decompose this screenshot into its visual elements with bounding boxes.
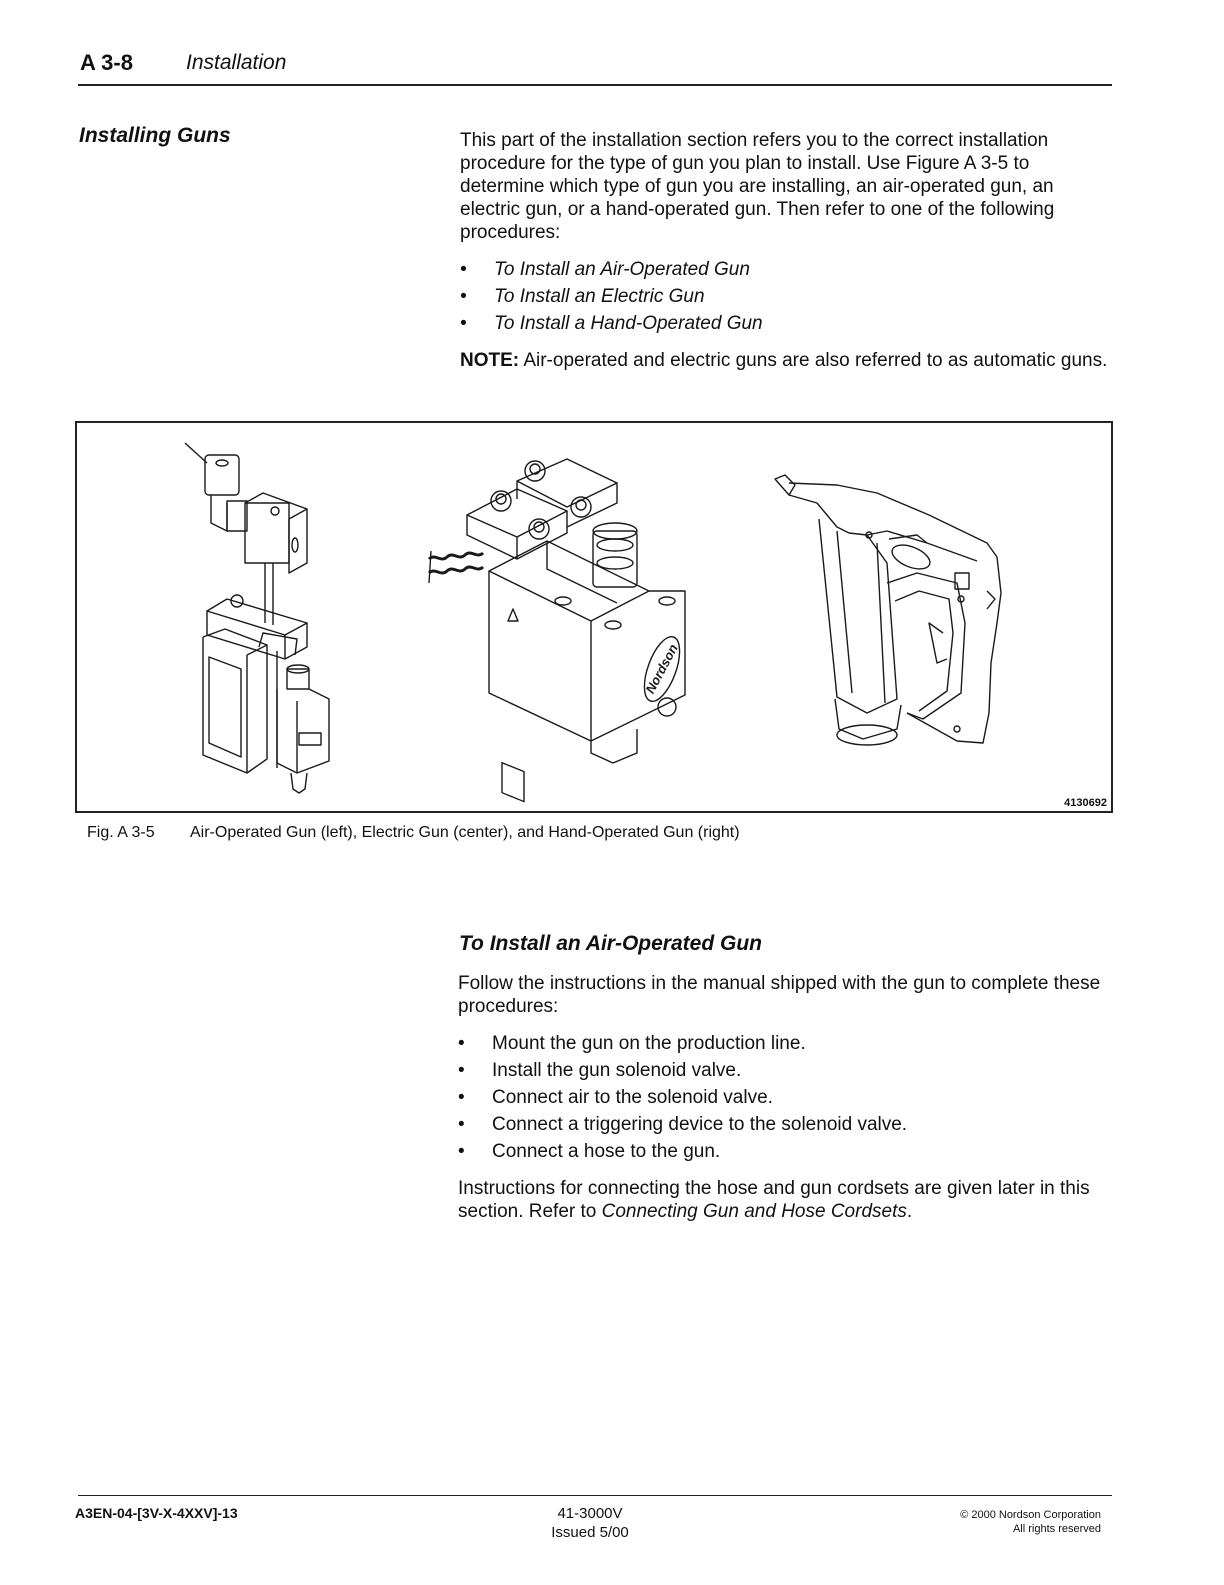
closing-end: . <box>906 1201 913 1222</box>
step-item: • Connect a triggering device to the solenoid valve. <box>458 1111 907 1138</box>
section-title: Installation <box>186 51 287 74</box>
note <box>460 349 1110 372</box>
step-item: • Mount the gun on the production line. <box>458 1030 907 1057</box>
figure-caption: Air-Operated Gun (left), Electric Gun (center), and Hand-Operated Gun (right) <box>190 824 740 841</box>
closing-text: Instructions for connecting the hose and gun cordsets are given later in this section. Refer to <box>458 1178 1090 1222</box>
copyright: © 2000 Nordson Corporation <box>960 1509 1101 1521</box>
step-item: • Connect a hose to the gun. <box>458 1138 907 1165</box>
step-item: • Connect air to the solenoid valve. <box>458 1084 907 1111</box>
installing-guns-intro: This part of the installation section refers you to the correct installation procedure for the type of gun you plan to install. Use Figure A 3-5 to determine which type of gun you are installing, an air-operated gun, an electric gun, or a hand-operated gun. Then refer to one of the following procedures: <box>460 130 1055 243</box>
installing-guns-heading: Installing Guns <box>79 124 231 147</box>
air-operated-closing <box>458 1177 1118 1223</box>
step-item: • Install the gun solenoid valve. <box>458 1057 907 1084</box>
electric-gun-logo: Nordson <box>642 641 681 696</box>
air-operated-intro: Follow the instructions in the manual shipped with the gun to complete these procedures: <box>458 973 1101 1017</box>
footer-rule <box>78 1495 1112 1496</box>
air-operated-steps <box>458 1030 907 1165</box>
electric-gun-drawing <box>429 459 687 802</box>
procedure-list <box>460 256 763 337</box>
figure-caption-number: Fig. A 3-5 <box>87 824 155 841</box>
doc-code: A3EN-04-[3V-X-4XXV]-13 <box>75 1505 238 1521</box>
hand-operated-gun-drawing <box>775 475 1001 745</box>
part-number: 41-3000V <box>557 1505 623 1522</box>
air-operated-heading: To Install an Air-Operated Gun <box>459 932 762 955</box>
page-number: A 3-8 <box>80 50 133 75</box>
gun-illustrations <box>77 423 1111 811</box>
note-label: NOTE: <box>460 350 520 371</box>
air-operated-gun-drawing <box>185 443 329 793</box>
issued-date: Issued 5/00 <box>551 1524 629 1541</box>
procedure-item: • To Install an Air-Operated Gun <box>460 256 763 283</box>
header-rule <box>78 84 1112 86</box>
figure-number: 4130692 <box>1064 797 1107 809</box>
part-number-block <box>540 1504 640 1542</box>
gun-figure <box>75 421 1113 813</box>
rights-reserved: All rights reserved <box>1012 1523 1101 1535</box>
procedure-item: • To Install an Electric Gun <box>460 283 763 310</box>
note-text: Air-operated and electric guns are also referred to as automatic guns. <box>519 350 1108 371</box>
cordsets-reference: Connecting Gun and Hose Cordsets <box>601 1201 907 1222</box>
procedure-item: • To Install a Hand-Operated Gun <box>460 310 763 337</box>
copyright-block <box>960 1508 1101 1536</box>
